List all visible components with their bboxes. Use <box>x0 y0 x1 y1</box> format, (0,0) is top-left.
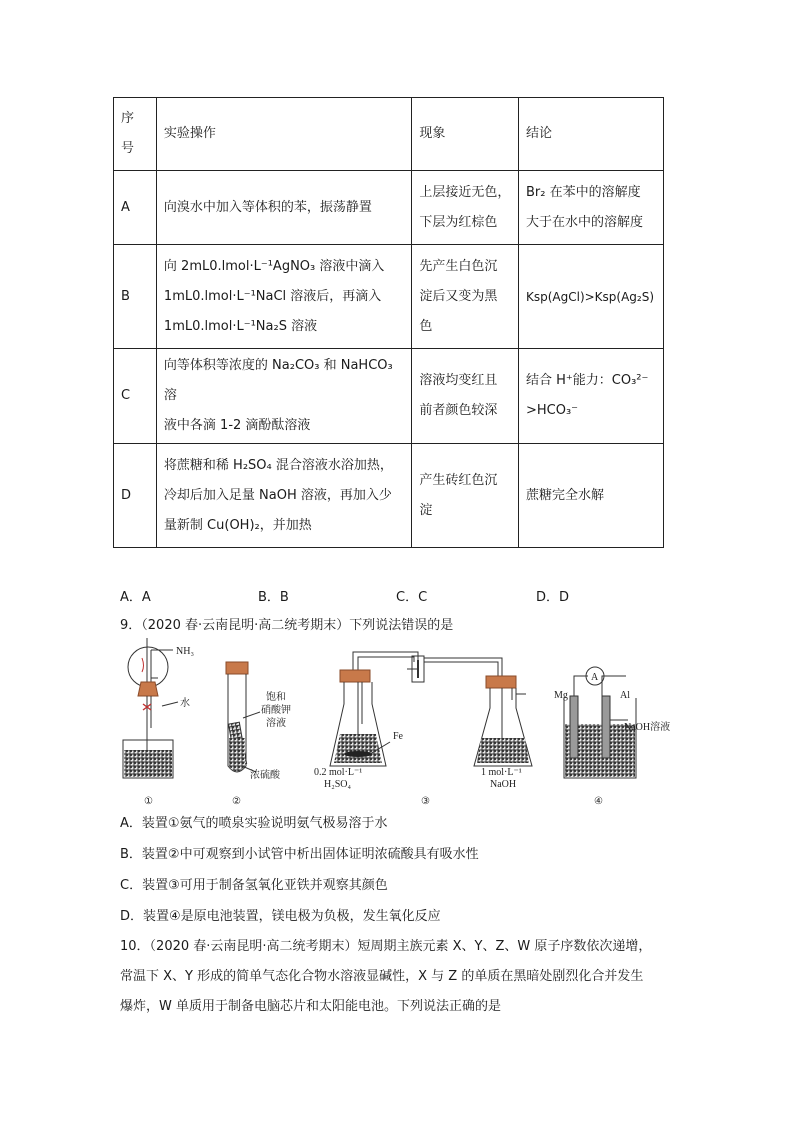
label-mg: Mg <box>554 690 568 701</box>
fountain-apparatus <box>123 638 178 778</box>
label-device-4: ④ <box>594 796 603 807</box>
label-kno3-3: 溶液 <box>266 718 286 729</box>
header-operation: 实验操作 <box>156 98 411 171</box>
table-row <box>114 171 664 245</box>
q9-option-b[interactable]: B．装置②中可观察到小试管中析出固体证明浓硫酸具有吸水性 <box>120 847 479 862</box>
row-conclusion: Br₂ 在苯中的溶解度 大于在水中的溶解度 <box>518 171 663 245</box>
q9-stem: 9．（2020 春·云南昆明·高二统考期末）下列说法错误的是 <box>120 618 454 633</box>
apparatus-figure <box>118 638 688 810</box>
row-observation: 溶液均变红且 前者颜色较深 <box>412 349 519 444</box>
q9-option-a[interactable]: A．装置①氨气的喷泉实验说明氨气极易溶于水 <box>120 816 388 831</box>
ferrous-hydroxide-apparatus <box>330 652 532 766</box>
label-naoh-2: NaOH <box>490 779 517 790</box>
label-device-2: ② <box>232 796 241 807</box>
label-nh3: NH₃ <box>176 646 194 657</box>
header-conclusion: 结论 <box>518 98 663 171</box>
table-row <box>114 444 664 548</box>
row-operation: 将蔗糖和稀 H₂SO₄ 混合溶液水浴加热， 冷却后加入足量 NaOH 溶液，再加入少 量新制 Cu(OH)₂，并加热 <box>156 444 411 548</box>
row-id: C <box>114 349 157 444</box>
row-conclusion: 结合 H⁺能力：CO₃²⁻ >HCO₃⁻ <box>518 349 663 444</box>
q8-options <box>120 586 680 604</box>
table-row <box>114 245 664 349</box>
label-kno3-2: 硝酸钾 <box>261 705 291 716</box>
header-observation: 现象 <box>412 98 519 171</box>
label-naoh-sol: NaOH溶液 <box>624 722 671 733</box>
label-h2so4-conc: 浓硫酸 <box>250 770 280 781</box>
row-conclusion: 蔗糖完全水解 <box>518 444 663 548</box>
row-conclusion: Ksp(AgCl)>Ksp(Ag₂S) <box>518 245 663 349</box>
q9-option-d[interactable]: D．装置④是原电池装置，镁电极为负极，发生氧化反应 <box>120 909 441 924</box>
experiment-table <box>113 97 664 548</box>
row-operation: 向溴水中加入等体积的苯，振荡静置 <box>156 171 411 245</box>
q10-line: 爆炸，W 单质用于制备电脑芯片和太阳能电池。下列说法正确的是 <box>120 999 501 1014</box>
row-operation: 向等体积等浓度的 Na₂CO₃ 和 NaHCO₃ 溶 液中各滴 1-2 滴酚酞溶液 <box>156 349 411 444</box>
row-operation: 向 2mL0.lmol·L⁻¹AgNO₃ 溶液中滴入 1mL0.lmol·L⁻¹NaCl 溶液后，再滴入 1mL0.lmol·L⁻¹Na₂S 溶液 <box>156 245 411 349</box>
label-kno3-1: 饱和 <box>266 692 286 703</box>
table-row <box>114 349 664 444</box>
q10-line: 常温下 X、Y 形成的简单气态化合物水溶液显碱性，X 与 Z 的单质在黑暗处剧烈化合并发生 <box>120 969 644 984</box>
q8-option-b[interactable]: B．B <box>258 590 289 605</box>
label-water: 水 <box>180 698 190 709</box>
header-seq: 序号 <box>114 98 157 171</box>
row-observation: 产生砖红色沉 淀 <box>412 444 519 548</box>
q8-option-d[interactable]: D．D <box>536 590 570 605</box>
table-header-row <box>114 98 664 171</box>
label-h2so4-dil-2: H₂SO₄ <box>324 779 351 790</box>
label-al: Al <box>620 690 630 701</box>
q9-option-c[interactable]: C．装置③可用于制备氢氧化亚铁并观察其颜色 <box>120 878 388 893</box>
label-device-3: ③ <box>421 796 430 807</box>
label-h2so4-dil-1: 0.2 mol·L⁻¹ <box>314 767 363 778</box>
test-tube-apparatus <box>226 662 260 772</box>
label-naoh-1: 1 mol·L⁻¹ <box>481 767 522 778</box>
row-observation: 先产生白色沉 淀后又变为黑 色 <box>412 245 519 349</box>
row-observation: 上层接近无色， 下层为红棕色 <box>412 171 519 245</box>
label-device-1: ① <box>144 796 153 807</box>
q8-option-c[interactable]: C．C <box>396 590 428 605</box>
row-id: A <box>114 171 157 245</box>
row-id: D <box>114 444 157 548</box>
label-ammeter: A <box>591 672 599 683</box>
label-fe: Fe <box>393 731 403 742</box>
q10-line: 10．（2020 春·云南昆明·高二统考期末）短周期主族元素 X、Y、Z、W 原子序数依次递增， <box>120 939 652 954</box>
row-id: B <box>114 245 157 349</box>
q8-option-a[interactable]: A．A <box>120 590 151 605</box>
q10-stem <box>120 932 680 1022</box>
